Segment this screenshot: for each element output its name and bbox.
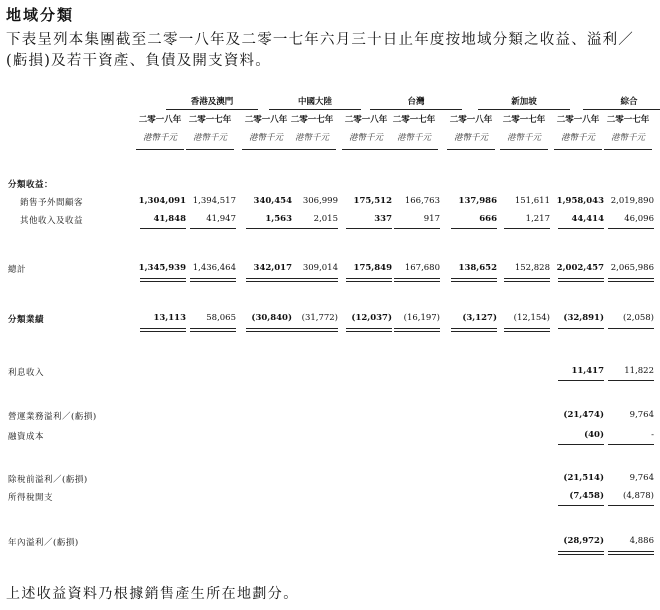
tax-rule	[558, 505, 604, 506]
table-cell: 9,764	[629, 410, 654, 420]
row-label-operating-profit: 營運業務溢利／(虧損)	[8, 412, 97, 422]
total-double-rule	[394, 278, 440, 282]
row-label-external-sales: 銷售予外間顧客	[20, 198, 84, 208]
final-double-rule	[608, 551, 654, 555]
table-cell: 342,017	[253, 263, 292, 273]
table-cell: 2,002,457	[556, 263, 604, 273]
table-cell: 1,958,043	[556, 196, 604, 206]
total-double-rule	[292, 278, 338, 282]
results-double-rule	[346, 328, 392, 332]
table-cell: 11,822	[624, 366, 654, 376]
table-cell: 137,986	[458, 196, 497, 206]
subtotal-rule	[190, 228, 236, 229]
column-header-year: 二零一八年	[138, 115, 182, 125]
results-double-rule	[246, 328, 292, 332]
region-header-underline	[478, 109, 570, 110]
row-label-interest-income: 利息收入	[8, 368, 45, 378]
subtotal-rule	[558, 228, 604, 229]
column-header-unit: 港幣千元	[248, 133, 283, 143]
subtotal-rule	[504, 228, 550, 229]
results-double-rule	[504, 328, 550, 332]
subtotal-rule	[246, 228, 292, 229]
finance-rule	[608, 444, 654, 445]
table-cell: 11,417	[571, 366, 604, 376]
column-header-unit: 港幣千元	[348, 133, 383, 143]
table-cell: 337	[374, 214, 392, 224]
column-header-region: 中國大陸	[297, 97, 332, 107]
table-cell: (2,058)	[623, 313, 654, 323]
table-cell: -	[651, 430, 654, 440]
table-cell: (12,154)	[513, 313, 550, 323]
table-cell: 2,015	[313, 214, 338, 224]
column-header-unit: 港幣千元	[396, 133, 431, 143]
table-cell: 167,680	[404, 263, 440, 273]
table-cell: 1,563	[265, 214, 292, 224]
table-cell: 175,512	[353, 196, 392, 206]
header-unit-underline	[288, 149, 336, 150]
table-cell: 41,947	[206, 214, 236, 224]
column-header-unit: 港幣千元	[610, 133, 645, 143]
table-cell: 41,848	[153, 214, 186, 224]
total-double-rule	[346, 278, 392, 282]
table-cell: (21,514)	[563, 473, 604, 483]
table-cell: (21,474)	[563, 410, 604, 420]
column-header-region: 台灣	[407, 97, 425, 107]
section-title: 地域分類	[6, 6, 75, 24]
column-header-year: 二零一七年	[290, 115, 334, 125]
table-cell: 1,304,091	[138, 196, 186, 206]
table-cell: (32,891)	[563, 313, 604, 323]
column-header-year: 二零一七年	[188, 115, 232, 125]
total-double-rule	[504, 278, 550, 282]
row-label-segment-results: 分類業績	[8, 315, 45, 325]
column-header-region: 新加坡	[511, 97, 537, 107]
table-cell: 13,113	[153, 313, 186, 323]
subtotal-rule	[608, 228, 654, 229]
column-header-unit: 港幣千元	[192, 133, 227, 143]
table-cell: (31,772)	[301, 313, 338, 323]
total-double-rule	[608, 278, 654, 282]
region-header-underline	[166, 109, 258, 110]
table-cell: (28,972)	[563, 536, 604, 546]
table-cell: 1,394,517	[192, 196, 236, 206]
column-header-year: 二零一八年	[344, 115, 388, 125]
header-unit-underline	[342, 149, 390, 150]
region-header-underline	[583, 109, 660, 110]
total-double-rule	[558, 278, 604, 282]
header-unit-underline	[136, 149, 184, 150]
table-cell: 138,652	[458, 263, 497, 273]
table-cell: 309,014	[302, 263, 338, 273]
header-unit-underline	[500, 149, 548, 150]
table-cell: 306,999	[302, 196, 338, 206]
header-unit-underline	[447, 149, 495, 150]
table-cell: 152,828	[514, 263, 550, 273]
table-cell: 1,436,464	[192, 263, 236, 273]
table-cell: 58,065	[206, 313, 236, 323]
header-unit-underline	[390, 149, 438, 150]
table-cell: 151,611	[514, 196, 550, 206]
subtotal-rule	[140, 228, 186, 229]
results-double-rule	[394, 328, 440, 332]
results-double-rule	[292, 328, 338, 332]
table-cell: 46,096	[624, 214, 654, 224]
column-header-year: 二零一七年	[502, 115, 546, 125]
intro-paragraph: 下表呈列本集團截至二零一八年及二零一七年六月三十日止年度按地域分類之收益、溢利／(虧損)及若干資產、負債及開支資料。	[6, 32, 634, 69]
finance-rule	[558, 444, 604, 445]
table-cell: (12,037)	[351, 313, 392, 323]
final-double-rule	[558, 551, 604, 555]
table-cell: (3,127)	[462, 313, 497, 323]
tax-rule	[608, 505, 654, 506]
region-header-underline	[370, 109, 462, 110]
table-cell: 4,886	[629, 536, 654, 546]
column-header-year: 二零一八年	[244, 115, 288, 125]
header-unit-underline	[554, 149, 602, 150]
subtotal-rule	[394, 228, 440, 229]
table-cell: 917	[423, 214, 440, 224]
row-label-income-tax: 所得稅開支	[8, 493, 54, 503]
total-double-rule	[190, 278, 236, 282]
row-label-other-income: 其他收入及收益	[20, 216, 84, 226]
table-cell: 2,019,890	[610, 196, 654, 206]
total-double-rule	[451, 278, 497, 282]
table-cell: (40)	[584, 430, 604, 440]
row-label-segment-revenue: 分類收益：	[8, 180, 54, 190]
column-header-unit: 港幣千元	[294, 133, 329, 143]
header-unit-underline	[604, 149, 652, 150]
table-cell: (4,878)	[623, 491, 654, 501]
results-rule	[558, 328, 604, 329]
subtotal-rule	[451, 228, 497, 229]
total-double-rule	[246, 278, 292, 282]
column-header-year: 二零一八年	[449, 115, 493, 125]
row-label-profit-for-year: 年內溢利／(虧損)	[8, 538, 79, 548]
table-cell: 1,345,939	[138, 263, 186, 273]
column-header-year: 二零一八年	[556, 115, 600, 125]
table-cell: 340,454	[253, 196, 292, 206]
column-header-unit: 港幣千元	[453, 133, 488, 143]
table-cell: (7,458)	[569, 491, 604, 501]
column-header-year: 二零一七年	[392, 115, 436, 125]
subtotal-rule	[292, 228, 338, 229]
interest-rule	[608, 380, 654, 381]
results-double-rule	[140, 328, 186, 332]
header-unit-underline	[186, 149, 234, 150]
table-cell: 9,764	[629, 473, 654, 483]
table-cell: (30,840)	[251, 313, 292, 323]
column-header-unit: 港幣千元	[560, 133, 595, 143]
column-header-unit: 港幣千元	[142, 133, 177, 143]
row-label-total: 總計	[8, 265, 27, 275]
table-cell: 175,849	[353, 263, 392, 273]
results-double-rule	[190, 328, 236, 332]
table-cell: 666	[479, 214, 497, 224]
results-rule	[608, 328, 654, 329]
column-header-unit: 港幣千元	[506, 133, 541, 143]
row-label-finance-costs: 融資成本	[8, 432, 45, 442]
table-cell: 44,414	[571, 214, 604, 224]
table-cell: (16,197)	[403, 313, 440, 323]
row-label-profit-before-tax: 除稅前溢利／(虧損)	[8, 475, 88, 485]
table-cell: 166,763	[404, 196, 440, 206]
header-unit-underline	[242, 149, 290, 150]
subtotal-rule	[346, 228, 392, 229]
column-header-region: 香港及澳門	[190, 97, 234, 107]
table-cell: 1,217	[525, 214, 550, 224]
total-double-rule	[140, 278, 186, 282]
footer-note: 上述收益資料乃根據銷售產生所在地劃分。	[6, 586, 299, 602]
interest-rule	[558, 380, 604, 381]
results-double-rule	[451, 328, 497, 332]
column-header-region: 綜合	[620, 97, 638, 107]
column-header-year: 二零一七年	[606, 115, 650, 125]
region-header-underline	[269, 109, 361, 110]
table-cell: 2,065,986	[610, 263, 654, 273]
